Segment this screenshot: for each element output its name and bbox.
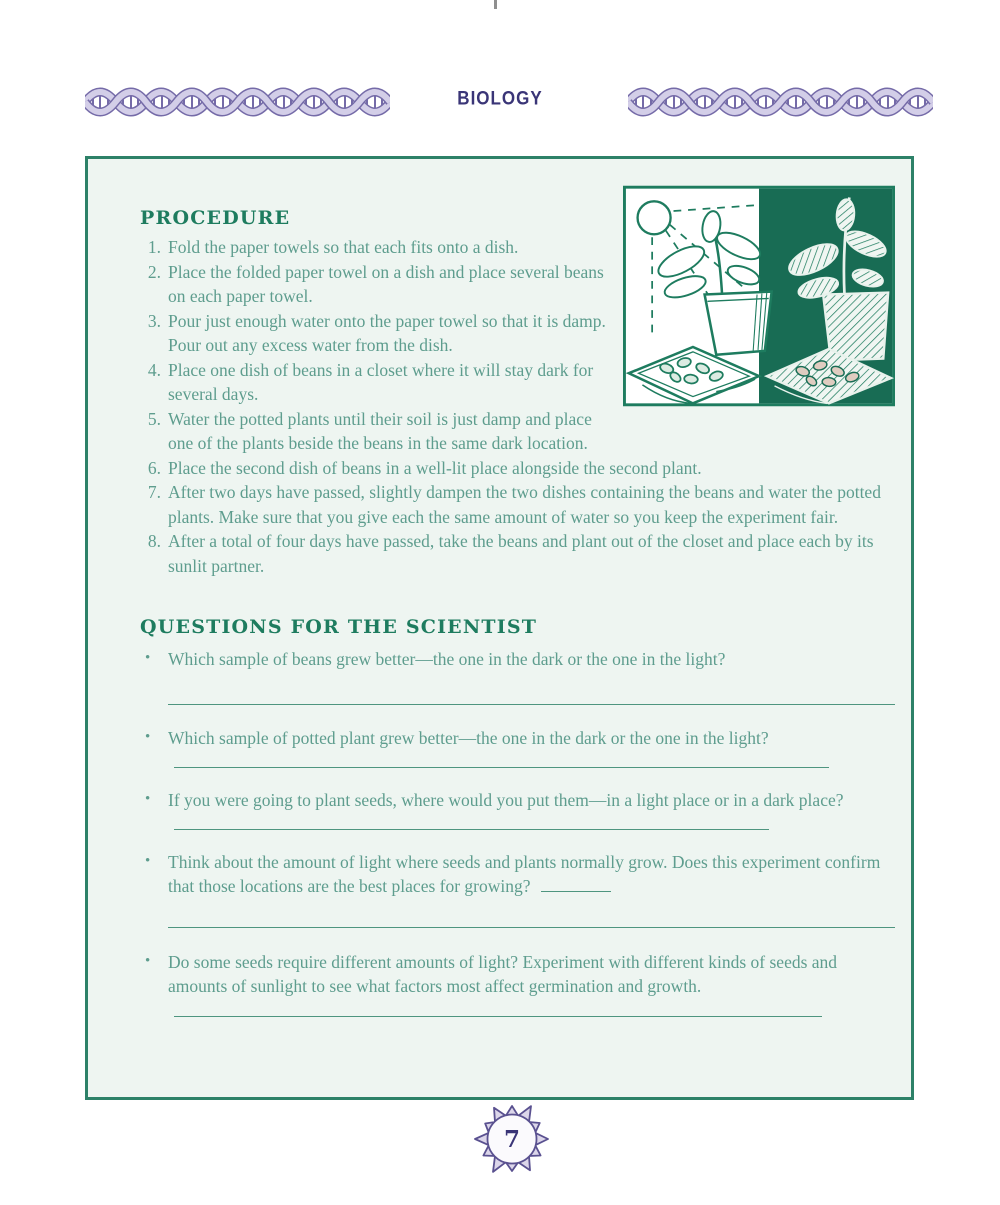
- step-number: 1.: [147, 237, 161, 257]
- answer-line[interactable]: [174, 753, 829, 768]
- question-text: Which sample of potted plant grew better—the one in the dark or the one in the light?: [168, 727, 769, 748]
- step-number: 6.: [147, 457, 161, 478]
- question-item: [140, 647, 895, 672]
- step-text: Place the folded paper towel on a dish and place several beans on each paper towel.: [168, 261, 604, 306]
- question-text: Do some seeds require different amounts of light? Experiment with different kinds of seeds and amounts of sunlight to see what factors most affect germination and growth.: [168, 951, 838, 996]
- bullet-icon: •: [145, 728, 151, 745]
- procedure-step: [140, 529, 895, 578]
- question-item: [140, 850, 895, 899]
- bullet-icon: •: [145, 852, 151, 869]
- step-text: Pour just enough water onto the paper towel so that it is damp. Pour out any excess water from the dish.: [168, 310, 606, 355]
- step-text: After a total of four days have passed, take the beans and plant out of the closet and place each by its sunlit partner.: [168, 531, 874, 576]
- questions-heading: QUESTIONS FOR THE SCIENTIST: [140, 616, 538, 638]
- page-number-badge: [472, 1102, 552, 1176]
- question-item: [140, 726, 895, 775]
- answer-line[interactable]: [174, 1002, 822, 1017]
- procedure-step: [140, 480, 895, 529]
- step-text: Place one dish of beans in a closet where it will stay dark for several days.: [168, 359, 594, 404]
- step-number: 7.: [147, 482, 161, 502]
- step-number: 8.: [147, 531, 161, 551]
- answer-line[interactable]: [168, 704, 895, 705]
- answer-line[interactable]: [168, 927, 895, 928]
- answer-line[interactable]: [174, 815, 769, 830]
- step-text: Place the second dish of beans in a well-lit place alongside the second plant.: [168, 457, 702, 478]
- worksheet-panel: [85, 156, 914, 1100]
- procedure-step: [140, 235, 895, 260]
- procedure-step: [140, 407, 895, 456]
- question-item: [140, 950, 895, 1024]
- question-text: If you were going to plant seeds, where would you put them—in a light place or in a dark place?: [168, 789, 844, 810]
- question-item: [140, 788, 895, 837]
- step-number: 3.: [147, 310, 161, 331]
- step-number: 4.: [147, 359, 161, 380]
- procedure-heading: PROCEDURE: [140, 207, 291, 229]
- bullet-icon: •: [145, 952, 151, 969]
- question-text: Which sample of beans grew better—the one in the dark or the one in the light?: [168, 649, 726, 669]
- step-text: Water the potted plants until their soil is just damp and place one of the plants beside the beans in the same dark location.: [168, 408, 592, 453]
- page-title: BIOLOGY: [457, 87, 543, 110]
- page-number: 7: [503, 1126, 521, 1153]
- dna-helix-icon: [628, 80, 933, 124]
- crop-tick-mark: [494, 0, 497, 9]
- procedure-step: [140, 358, 895, 407]
- step-text: After two days have passed, slightly dampen the two dishes containing the beans and water the potted plants. Make sure that you give each the same amount of water so you keep the experiment fair.: [168, 482, 881, 527]
- bullet-icon: •: [145, 650, 151, 666]
- bullet-icon: •: [145, 790, 151, 807]
- procedure-step: [140, 309, 895, 358]
- answer-line[interactable]: [541, 877, 611, 892]
- step-number: 5.: [147, 408, 161, 429]
- question-text: Think about the amount of light where seeds and plants normally grow. Does this experiment confirm that those locations are the best places for growing?: [168, 851, 881, 896]
- procedure-step: [140, 260, 895, 309]
- step-number: 2.: [147, 261, 161, 282]
- procedure-step: [140, 456, 895, 481]
- step-text: Fold the paper towels so that each fits onto a dish.: [168, 237, 519, 257]
